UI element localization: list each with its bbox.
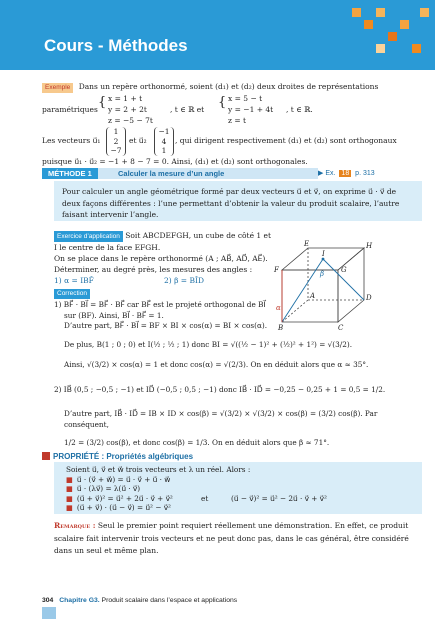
- methode-title: Calculer la mesure d’un angle: [118, 169, 225, 178]
- deco-square: [400, 20, 409, 29]
- methode-tag: MÉTHODE 1: [42, 168, 98, 179]
- footer-deco: [42, 607, 56, 619]
- correction-block: Correction 1) BF⃗ · BI⃗ = BF⃗ · BF⃗ car BF⃗ est le projeté orthogonal de BI⃗ sur (BF). Ainsi, BI⃗ · BF⃗ = 1. D’autre part, BF⃗ · BI⃗ = BF × BI × cos(α) = BI × cos(α). De plus, B(1 ; 0 ; 0) et I(½ ; ½ ; 1) donc BI = √((½ − 1)² + (½)² + 1²) = √(3/2). Ainsi, √(3/2) × cos(α) = 1 et donc cos(α) = √(2/3). On en déduit alors que α ≈ 35°. 2) IB⃗ (0,5 ; −0,5 ; −1) et ID⃗ (−0,5 ; 0,5 ; −1) donc IB⃗ · ID⃗ = −0,25 − 0,25 + 1 = 0,5 = 1/2. D’autre part, IB⃗ · ID⃗ = IB × ID × cos(β) = √(3/2) × √(3/2) × cos(β) = (3/2) cos(β). Par conséquent, 1/2 = (3/2) cos(β), et donc cos(β) = 1/3. On en déduit alors que β ≈ 71°.: [54, 290, 386, 447]
- deco-square: [376, 44, 385, 53]
- label-C: C: [338, 324, 344, 330]
- deco-square: [376, 8, 385, 17]
- deco-square: [412, 44, 421, 53]
- brace: {: [98, 95, 107, 110]
- label-alpha: α: [276, 304, 281, 312]
- deco-square: [364, 20, 373, 29]
- example-intro-line: [42, 82, 378, 93]
- deco-square: [388, 32, 397, 41]
- prop-item: ■ u⃗ · (v⃗ + w⃗) = u⃗ · v⃗ + u⃗ · w⃗: [66, 474, 171, 484]
- label-F: F: [274, 266, 279, 274]
- methode-intro-box: Pour calculer un angle géométrique formé par deux vecteurs u⃗ et v⃗, on exprime u⃗ · v⃗ de deux façons différentes : l’une permettant d’obtenir la valeur du produit scalaire, l’autre faisant intervenir l’angle.: [54, 181, 422, 221]
- vector-u2: −1 4 1: [154, 127, 174, 156]
- label-E: E: [304, 240, 310, 248]
- label-D: D: [366, 294, 372, 302]
- system-end: , t ∈ ℝ.: [286, 105, 313, 114]
- red-square-icon: [42, 452, 50, 460]
- remarque: [54, 520, 422, 558]
- propriete-title: PROPRIÉTÉ : Propriétés algébriques: [42, 452, 193, 461]
- remarque-label: Remarque :: [54, 521, 96, 530]
- example-intro: Dans un repère orthonormé, soient (d₁) et (d₂) deux droites de représentations: [78, 82, 379, 91]
- page-footer: [42, 597, 237, 604]
- page-title: Cours - Méthodes: [44, 36, 188, 55]
- correction-badge: Correction: [54, 289, 90, 299]
- chapter-label: Chapitre G3.: [59, 597, 100, 604]
- example-badge: Exemple: [42, 83, 73, 93]
- label-beta: β: [320, 270, 325, 278]
- vector-u1: 1 2 −7: [106, 127, 126, 156]
- label-A: A: [310, 292, 316, 300]
- methode-bar: [42, 168, 318, 179]
- propriete-box: Soient u⃗, v⃗ et w⃗ trois vecteurs et λ un réel. Alors : ■ u⃗ · (v⃗ + w⃗) = u⃗ · v⃗ + u⃗ · w⃗ ■ u⃗ · (λv⃗) = λ(u⃗ · v⃗) ■ (u⃗ + v⃗)² = u⃗² + 2u⃗ · v⃗ + v⃗² et (u⃗ − v⃗)² = u⃗² − 2u⃗ · v⃗ + v⃗² ■ (u⃗ + v⃗) · (u⃗ − v⃗) = u⃗² − v⃗²: [54, 462, 422, 514]
- remarque-text: Seul le premier point requiert réellement une démonstration. En effet, ce produit scalaire fait intervenir trois vecteurs et ne peut donc pas, dans le cas général, être considéré dans un seul et même plan.: [54, 521, 409, 555]
- system-2: x = 5 − t y = −1 + 4t z = t: [228, 94, 274, 125]
- label-H: H: [366, 242, 373, 250]
- system-1: x = 1 + t y = 2 + 2t z = −5 − 7t: [108, 94, 153, 125]
- arrow-right-icon: ▶: [318, 170, 324, 177]
- page-header: [0, 0, 435, 70]
- exercise-reference[interactable]: ▶ Ex. 18 p. 313: [318, 170, 375, 177]
- prop-item: ■ u⃗ · (λv⃗) = λ(u⃗ · v⃗): [66, 484, 141, 493]
- exercice-badge: Exercice d’application: [54, 231, 123, 242]
- label-B: B: [278, 324, 284, 330]
- system-mid: , t ∈ ℝ et: [170, 105, 205, 114]
- example-vectors: Les vecteurs u⃗₁ 1 2 −7 et u⃗₂ −1 4 1 , qui dirigent respectivement (d₁) et (d₂) sont orthogonaux: [42, 127, 397, 155]
- prop-item: ■ (u⃗ + v⃗) · (u⃗ − v⃗) = u⃗² − v⃗²: [66, 503, 171, 512]
- page-number: 304: [42, 597, 54, 604]
- param-label: paramétriques: [42, 105, 98, 114]
- label-I: I: [322, 250, 325, 258]
- example-systems: [42, 93, 422, 127]
- deco-square: [420, 8, 429, 17]
- prop-item: ■ (u⃗ + v⃗)² = u⃗² + 2u⃗ · v⃗ + v⃗² et (u⃗ − v⃗)² = u⃗² − 2u⃗ · v⃗ + v⃗²: [66, 493, 327, 503]
- chapter-title: Produit scalaire dans l’espace et applications: [101, 597, 238, 604]
- label-G: G: [341, 266, 347, 274]
- example-conclusion: puisque u⃗₁ · u⃗₂ = −1 + 8 − 7 = 0. Ainsi, (d₁) et (d₂) sont orthogonales.: [42, 157, 308, 166]
- exercice-block: Exercice d’application Soit ABCDEFGH, un cube de côté 1 et I le centre de la face EFGH. On se place dans le repère orthonormé (A ; AB⃗, AD⃗, AE⃗). Déterminer, au degré près, les mesures des angles : 1) α = IBF̂ 2) β = BÎD: [54, 231, 271, 285]
- brace: {: [218, 95, 227, 110]
- deco-square: [352, 8, 361, 17]
